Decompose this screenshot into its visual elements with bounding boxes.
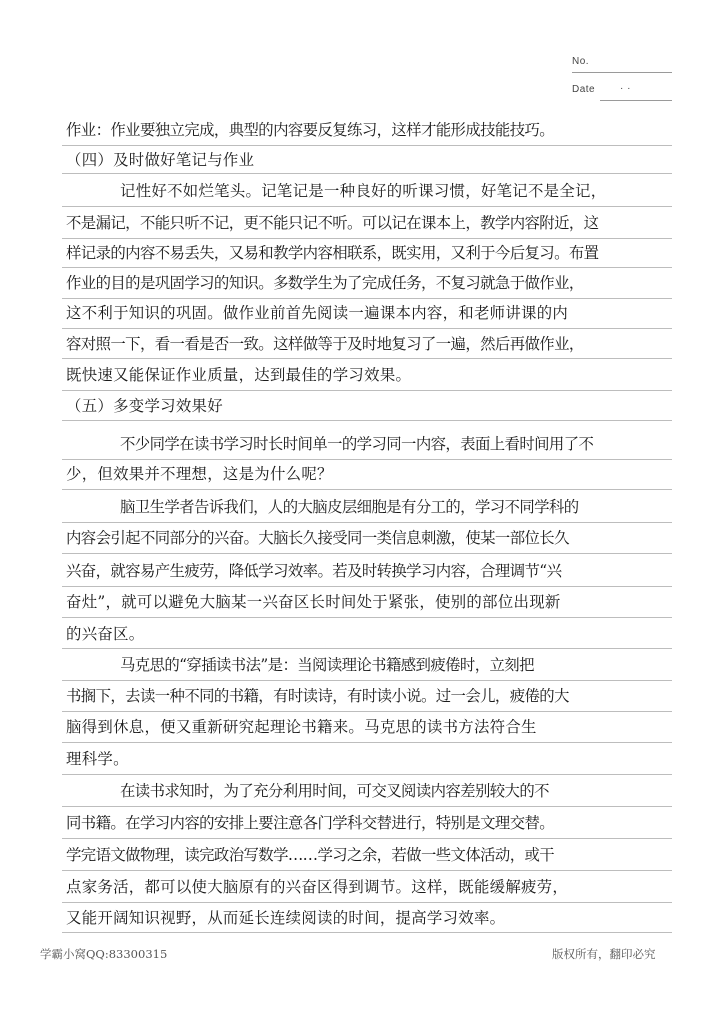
text-line: 容对照一下，看一看是否一致。这样做等于及时地复习了一遍，然后再做作业， [66, 335, 584, 353]
text-line: 内容会引起不同部分的兴奋。大脑长久接受同一类信息刺激，使某一部位长久 [66, 529, 569, 547]
section-heading: （五）多变学习效果好 [66, 397, 223, 415]
text-line: 记性好不如烂笔头。记笔记是一种良好的听课习惯，好笔记不是全记， [120, 182, 607, 200]
number-line [572, 72, 672, 73]
ruled-line [62, 838, 672, 839]
text-line: 这不利于知识的巩固。做作业前首先阅读一遍课本内容，和老师讲课的内 [66, 304, 569, 322]
text-line: 同书籍。在学习内容的安排上要注意各门学科交替进行，特别是文理交替。 [66, 814, 555, 832]
text-line: 不少同学在读书学习时长时间单一的学习同一内容，表面上看时间用了不 [120, 435, 594, 453]
number-label: No. [572, 56, 590, 67]
section-heading: （四）及时做好笔记与作业 [66, 151, 255, 169]
date-separators: · · [620, 83, 631, 94]
text-line: 兴奋，就容易产生疲劳，降低学习效率。若及时转换学习内容，合理调节“兴 [66, 562, 562, 580]
ruled-line [62, 870, 672, 871]
ruled-line [62, 806, 672, 807]
ruled-line [62, 206, 672, 207]
date-line [600, 100, 672, 101]
text-line: 脑得到休息，便又重新研究起理论书籍来。马克思的读书方法符合生 [66, 718, 537, 736]
text-line: 少，但效果并不理想，这是为什么呢？ [66, 465, 333, 483]
footer-contact: 学霸小窝QQ:83300315 [40, 947, 168, 961]
date-label: Date [572, 84, 596, 95]
footer-copyright: 版权所有，翻印必究 [552, 947, 656, 961]
text-line: 脑卫生学者告诉我们，人的大脑皮层细胞是有分工的，学习不同学科的 [120, 498, 579, 516]
ruled-line [62, 742, 672, 743]
text-line: 样记录的内容不易丢失，又易和教学内容相联系，既实用，又利于今后复习。布置 [66, 244, 599, 262]
ruled-line [62, 489, 672, 490]
text-line: 书搁下，去读一种不同的书籍，有时读诗，有时读小说。过一会儿，疲倦的大 [66, 687, 569, 705]
text-line: 不是漏记，不能只听不记，更不能只记不听。可以记在课本上，教学内容附近，这 [66, 214, 599, 232]
ruled-line [62, 774, 672, 775]
text-line: 作业：作业要独立完成，典型的内容要反复练习，这样才能形成技能技巧。 [66, 121, 555, 139]
text-line: 学完语文做物理，读完政治写数学……学习之余，若做一些文体活动，或干 [66, 846, 555, 864]
text-line: 理科学。 [66, 750, 129, 768]
text-line: 在读书求知时，为了充分利用时间，可交叉阅读内容差别较大的不 [120, 782, 549, 800]
text-line: 又能开阔知识视野，从而延长连续阅读的时间，提高学习效率。 [66, 909, 506, 927]
ruled-line [62, 553, 672, 554]
text-line: 奋灶”，就可以避免大脑某一兴奋区长时间处于紧张，使别的部位出现新 [66, 593, 561, 611]
text-line: 作业的目的是巩固学习的知识。多数学生为了完成任务，不复习就急于做作业， [66, 274, 584, 292]
text-line: 的兴奋区。 [66, 625, 145, 643]
text-line: 既快速又能保证作业质量，达到最佳的学习效果。 [66, 366, 412, 384]
text-line: 点家务活，都可以使大脑原有的兴奋区得到调节。这样，既能缓解疲劳， [66, 878, 569, 896]
text-line: 马克思的“穿插读书法”是：当阅读理论书籍感到疲倦时，立刻把 [120, 656, 534, 674]
ruled-line [62, 617, 672, 618]
